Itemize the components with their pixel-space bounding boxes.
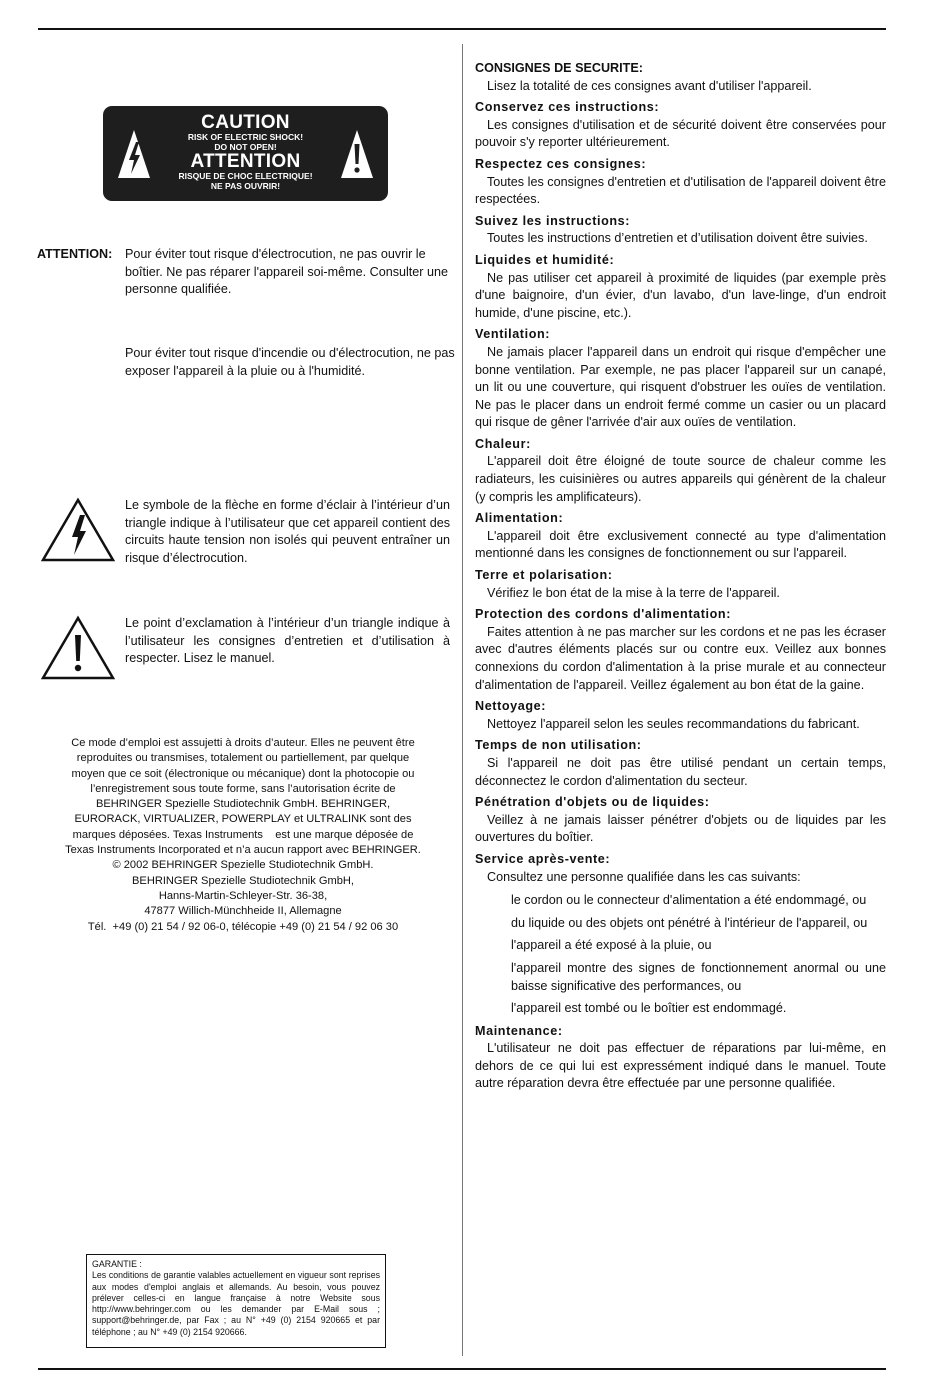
copyright-line: 47877 Willich-Münchheide II, Allemagne [144, 905, 342, 918]
section-heading: Conservez ces instructions: [475, 100, 660, 115]
copyright-line: © 2002 BEHRINGER Spezielle Studiotechnik GmbH. [112, 859, 374, 872]
top-rule [38, 28, 886, 30]
section-nettoyage [475, 698, 886, 733]
copyright-line: reproduites ou transmises, totalement ou partiellement, par quelque [76, 752, 410, 765]
garantie-box [86, 1254, 386, 1348]
section-liquides [475, 252, 886, 322]
copyright-notice [38, 736, 448, 935]
section-text: Toutes les consignes d'entretien et d'utilisation de l'appareil doivent être respectées. [475, 174, 886, 207]
section-heading: Respectez ces consignes: [475, 156, 647, 171]
section-terre [475, 567, 886, 602]
lightning-symbol-text: Le symbole de la flèche en forme d’éclair à l’intérieur d’un triangle indique à l’utilisateur que cet appareil contient des circuits haute tension non isolés qui peuvent entraîner un risque d’électrocution. [125, 498, 450, 565]
column-divider [462, 44, 463, 1356]
section-heading: Chaleur: [475, 436, 531, 451]
section-heading: Ventilation: [475, 327, 551, 342]
exclamation-symbol-icon [40, 615, 116, 681]
section-penetration [475, 794, 886, 847]
section-heading: Liquides et humidité: [475, 252, 615, 267]
garantie-text: Les conditions de garantie valables actuellement en vigueur sont reprises aux modes d'emploi anglais et allemands. Au besoin, vous pouvez prélever celles-ci en langue française à notre Website sous http://www.behringer.com ou les demander par E-Mail sous ; support@behringer.de, par Fax ; au N° +49 (0) 2154 920665 et par téléphone ; au N° +49 (0) 2154 920666. [92, 1270, 380, 1337]
caution-label [103, 106, 388, 201]
caution-line-5: RISQUE DE CHOC ELECTRIQUE! [178, 171, 313, 181]
section-text: L'appareil doit être exclusivement connecté au type d'alimentation mentionné dans les consignes de fonctionnement ou sur l'appareil. [475, 528, 886, 561]
copyright-line: Tél. +49 (0) 21 54 / 92 06-0, télécopie +49 (0) 21 54 / 92 06 30 [87, 920, 399, 933]
caution-line-2: RISK OF ELECTRIC SHOCK! [187, 132, 304, 142]
exclamation-triangle-icon [340, 128, 374, 180]
section-text: Si l'appareil ne doit pas être utilisé pendant un certain temps, déconnectez le cordon d'alimentation du secteur. [475, 755, 886, 788]
section-ventilation [475, 326, 886, 432]
section-text: Consultez une personne qualifiée dans les cas suivants: [487, 869, 801, 884]
section-text: L'utilisateur ne doit pas effectuer de réparations par lui-même, en dehors de ce qui lui est expressément indiqué dans le manuel. Toute autre réparation devra être effectuée par une personne qualifiée. [475, 1041, 886, 1091]
caution-line-3: DO NOT OPEN! [214, 142, 277, 152]
safety-title: CONSIGNES DE SECURITE: [475, 61, 643, 75]
copyright-line: moyen que ce soit (électronique ou mécanique) dont la photocopie ou [71, 767, 415, 780]
section-service [475, 851, 886, 1018]
section-text: Veillez à ne jamais laisser pénétrer d'objets ou de liquides par les ouvertures du boîtier. [475, 812, 886, 845]
copyright-line: EURORACK, VIRTUALIZER, POWERPLAY et ULTRALINK sont des [74, 813, 412, 826]
caution-title: CAUTION [201, 112, 290, 133]
section-text: Ne jamais placer l'appareil dans un endroit qui risque d'empêcher une bonne ventilation. Par exemple, ne pas placer l'appareil sur un canapé, un lit ou une couverture, qui risquent d'obstruer les ouïes de ventilation. Ne pas le placer dans un endroit fermé comme un casier ou un placard qui risque de gêner l'arrivée d'air aux ouïes de ventilation. [475, 344, 886, 430]
section-text: Faites attention à ne pas marcher sur les cordons et ne pas les écraser avec d'autres éléments placés sur ou contre eux. Veillez aux bonnes connexions du cordon d'alimentation à la prise murale et au connecteur d'alimentation de l'appareil. Veillez également au bon état de la gaine. [475, 624, 886, 692]
lightning-triangle-icon [117, 128, 151, 180]
section-text: Vérifiez le bon état de la mise à la terre de l'appareil. [487, 585, 780, 600]
copyright-line: Texas Instruments Incorporated et n’a aucun rapport avec BEHRINGER. [65, 844, 421, 857]
fire-warning-text: Pour éviter tout risque d'incendie ou d'électrocution, ne pas exposer l'appareil à la pluie ou à l'humidité. [125, 346, 455, 378]
section-heading: Nettoyage: [475, 699, 547, 714]
section-heading: Service après-vente: [475, 851, 611, 866]
garantie-title: GARANTIE : [92, 1259, 142, 1269]
section-suivez [475, 213, 886, 248]
safety-intro: Lisez la totalité de ces consignes avant d'utiliser l'appareil. [487, 78, 812, 93]
copyright-line: Hanns-Martin-Schleyer-Str. 36-38, [158, 889, 328, 902]
section-heading: Terre et polarisation: [475, 568, 613, 583]
service-cases-list [511, 892, 886, 1018]
attention-title: ATTENTION [190, 151, 301, 172]
list-item: du liquide ou des objets ont pénétré à l'intérieur de l'appareil, ou [511, 915, 868, 930]
copyright-line: BEHRINGER Spezielle Studiotechnik GmbH. BEHRINGER, [95, 798, 391, 811]
section-alimentation [475, 510, 886, 563]
section-text: Ne pas utiliser cet appareil à proximité de liquides (par exemple près d'une baignoire, d'un évier, d'un lavabo, d'un lave-linge, d'un endroit humide, d'une piscine, etc.). [475, 270, 886, 320]
list-item: l'appareil montre des signes de fonctionnement anormal ou une baisse significative des performances, ou [511, 960, 886, 993]
section-text: L'appareil doit être éloigné de toute source de chaleur comme les radiateurs, les cuisinières ou autres appareils qui génèrent de la chaleur (y compris les amplificateurs). [475, 454, 886, 504]
copyright-line: BEHRINGER Spezielle Studiotechnik GmbH, [132, 874, 354, 887]
section-heading: Temps de non utilisation: [475, 738, 642, 753]
section-chaleur [475, 436, 886, 506]
exclamation-symbol-text: Le point d’exclamation à l’intérieur d’un triangle indique à l’utilisateur les consignes d’entretien et d’utilisation à respecter. Lisez le manuel. [125, 616, 450, 666]
section-respectez [475, 156, 886, 209]
list-item: le cordon ou le connecteur d'alimentation a été endommagé, ou [511, 893, 867, 908]
section-heading: Suivez les instructions: [475, 213, 631, 228]
copyright-line: l’enregistrement sous toute forme, sans l’autorisation écrite de [90, 782, 396, 795]
attention-label: ATTENTION: [37, 247, 113, 261]
attention-text: Pour éviter tout risque d'électrocution, ne pas ouvrir le boîtier. Ne pas réparer l'appareil soi-même. Consulter une personne qualifiée. [125, 247, 449, 297]
caution-line-6: NE PAS OUVRIR! [210, 181, 281, 191]
list-item: l'appareil a été exposé à la pluie, ou [511, 938, 712, 953]
copyright-line: Ce mode d’emploi est assujetti à droits d’auteur. Elles ne peuvent être [71, 737, 415, 749]
list-item: l'appareil est tombé ou le boîtier est endommagé. [511, 1001, 787, 1016]
bottom-rule [38, 1368, 886, 1370]
copyright-line: marques déposées. Texas Instruments est une marque déposée de [72, 828, 414, 841]
section-text: Toutes les instructions d’entretien et d’utilisation doivent être suivies. [487, 231, 868, 246]
section-non-utilisation [475, 737, 886, 790]
section-heading: Protection des cordons d'alimentation: [475, 607, 732, 622]
section-maintenance [475, 1023, 886, 1093]
section-conservez [475, 99, 886, 152]
section-cordons [475, 606, 886, 694]
section-heading: Maintenance: [475, 1023, 563, 1038]
section-text: Nettoyez l'appareil selon les seules recommandations du fabricant. [487, 716, 860, 731]
lightning-symbol-icon [40, 497, 116, 563]
section-text: Les consignes d'utilisation et de sécurité doivent être conservées pour pouvoir s'y reporter ultérieurement. [475, 117, 886, 150]
section-heading: Alimentation: [475, 511, 564, 526]
section-heading: Pénétration d'objets ou de liquides: [475, 795, 710, 810]
safety-instructions [475, 60, 886, 1097]
